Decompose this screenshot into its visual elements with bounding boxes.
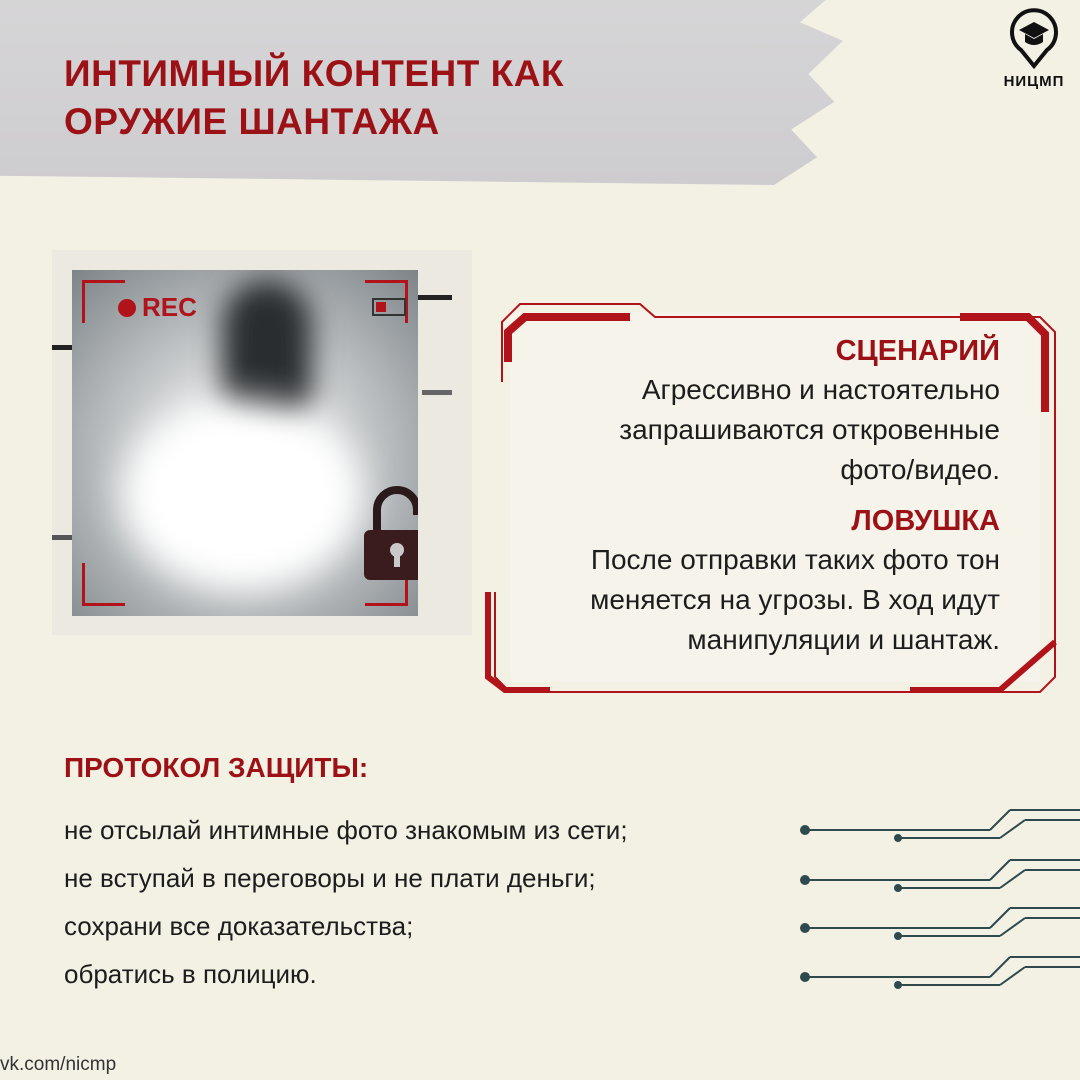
record-dot-icon bbox=[118, 299, 136, 317]
scenario-text-line: фото/видео. bbox=[840, 454, 1000, 485]
graduation-cap-pin-icon bbox=[1009, 8, 1059, 70]
protocol-list bbox=[64, 810, 628, 1002]
protocol-item: сохрани все доказательства; bbox=[64, 911, 414, 941]
trap-text-line: манипуляции и шантаж. bbox=[687, 624, 1000, 655]
battery-icon bbox=[372, 298, 406, 316]
protocol-title: ПРОТОКОЛ ЗАЩИТЫ: bbox=[64, 752, 369, 783]
scenario-text-line: Агрессивно и настоятельно bbox=[641, 374, 1000, 405]
illustration-photo bbox=[52, 250, 472, 635]
protocol-item: не отсылай интимные фото знакомым из сети; bbox=[64, 815, 628, 845]
rec-label: REC bbox=[142, 292, 197, 322]
blurred-figure-body bbox=[122, 400, 362, 590]
logo-text: НИЦМП bbox=[1003, 73, 1065, 90]
protocol-item: обратись в полицию. bbox=[64, 959, 317, 989]
scenario-card bbox=[480, 292, 1060, 697]
rec-indicator bbox=[118, 292, 197, 323]
trap-title: ЛОВУШКА bbox=[851, 505, 1000, 537]
glitch-bar bbox=[422, 390, 452, 395]
scenario-text-line: запрашиваются откровенные bbox=[619, 414, 1000, 445]
trap-text-line: После отправки таких фото тон bbox=[590, 544, 1000, 575]
glitch-bar bbox=[412, 295, 452, 300]
trap-text-line: меняется на угрозы. В ход идут bbox=[590, 584, 1000, 615]
title-line-1: ИНТИМНЫЙ КОНТЕНТ КАК bbox=[64, 53, 564, 94]
title-line-2: ОРУЖИЕ ШАНТАЖА bbox=[64, 101, 440, 142]
protocol-item: не вступай в переговоры и не плати деньги; bbox=[64, 863, 596, 893]
circuit-lines-decoration bbox=[800, 800, 1080, 1000]
page-title bbox=[64, 50, 564, 146]
vk-link[interactable]: vk.com/nicmp bbox=[0, 1054, 117, 1075]
scenario-title: СЦЕНАРИЙ bbox=[835, 335, 1000, 367]
padlock-icon bbox=[362, 485, 418, 585]
logo bbox=[995, 8, 1073, 90]
frame-corner bbox=[82, 563, 125, 606]
